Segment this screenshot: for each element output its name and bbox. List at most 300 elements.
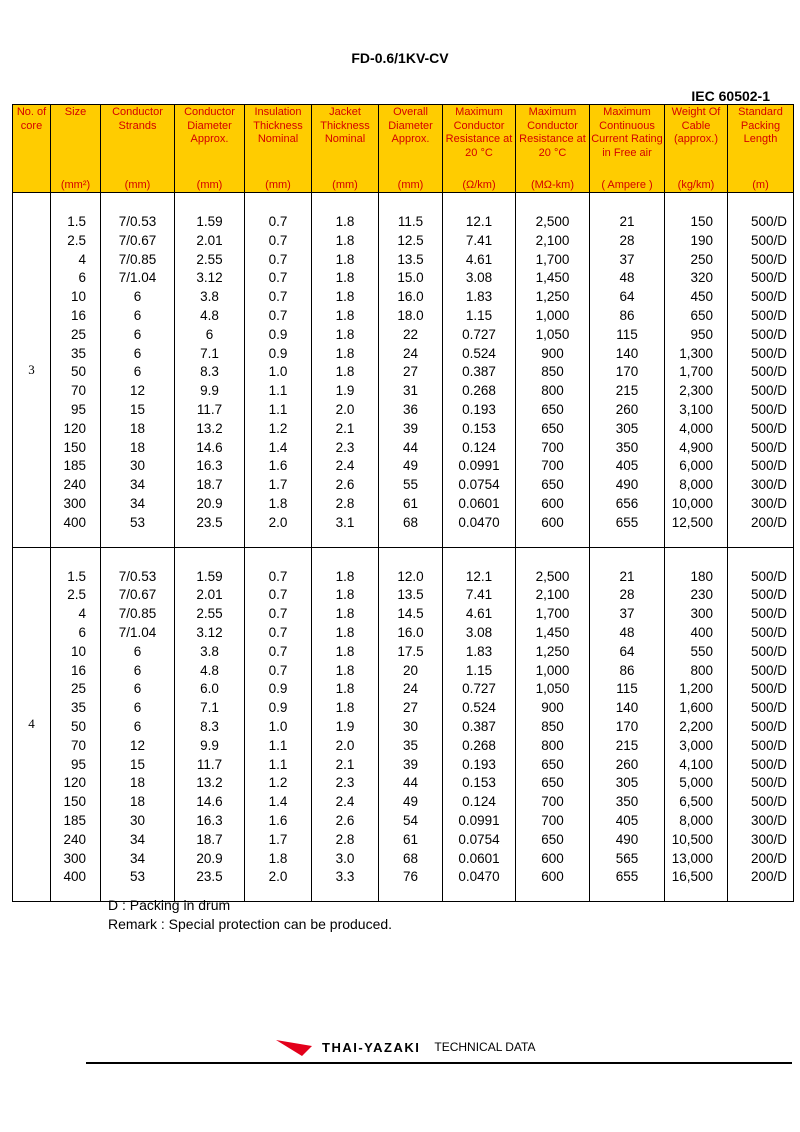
insulation-resistance-column bbox=[516, 193, 590, 548]
conductor-diameter-value: 13.2 bbox=[196, 775, 223, 791]
current-value: 260 bbox=[615, 756, 639, 772]
insulation-value: 0.9 bbox=[268, 681, 288, 697]
insulation-value: 0.7 bbox=[268, 587, 288, 603]
insulation-value: 1.1 bbox=[268, 401, 288, 417]
insulation-value: 1.6 bbox=[268, 458, 288, 474]
overall-diameter-value: 61 bbox=[402, 831, 419, 847]
conductor-diameter-value: 13.2 bbox=[196, 420, 223, 436]
insulation-resistance-column bbox=[516, 547, 590, 902]
insulation-resistance-value: 850 bbox=[541, 364, 564, 380]
resistance-value: 0.153 bbox=[462, 775, 496, 791]
core-group bbox=[13, 193, 794, 548]
strands-value: 6 bbox=[133, 700, 142, 716]
strands-value: 7/0.85 bbox=[118, 251, 157, 267]
jacket-value: 1.8 bbox=[335, 232, 355, 248]
insulation-resistance-value: 1,700 bbox=[535, 606, 570, 622]
overall-diameter-value: 13.5 bbox=[397, 251, 424, 267]
size-value: 50 bbox=[70, 718, 86, 734]
strands-value: 12 bbox=[129, 383, 146, 399]
weight-value: 4,100 bbox=[679, 756, 713, 772]
resistance-value: 0.0991 bbox=[458, 458, 500, 474]
conductor-diameter-value: 23.5 bbox=[196, 514, 223, 530]
strands-value: 6 bbox=[133, 681, 142, 697]
jacket-value: 1.8 bbox=[335, 251, 355, 267]
resistance-column bbox=[443, 193, 516, 548]
packing-note: D : Packing in drum bbox=[108, 897, 231, 913]
jacket-value: 1.8 bbox=[335, 624, 355, 640]
resistance-value: 3.08 bbox=[465, 624, 493, 640]
current-column bbox=[590, 547, 665, 902]
packing-value: 500/D bbox=[750, 307, 787, 323]
insulation-resistance-value: 1,700 bbox=[535, 251, 570, 267]
conductor-diameter-column bbox=[175, 547, 245, 902]
packing-value: 500/D bbox=[750, 756, 787, 772]
col-header-conductor-diameter: Conductor Diameter Approx. bbox=[175, 105, 245, 179]
size-value: 400 bbox=[63, 869, 86, 885]
insulation-value: 1.2 bbox=[268, 420, 288, 436]
insulation-resistance-value: 1,000 bbox=[535, 307, 570, 323]
current-value: 140 bbox=[615, 700, 639, 716]
weight-value: 13,000 bbox=[671, 850, 713, 866]
current-value: 115 bbox=[616, 326, 638, 342]
insulation-value: 1.2 bbox=[268, 775, 288, 791]
insulation-resistance-value: 800 bbox=[541, 383, 564, 399]
insulation-resistance-value: 1,050 bbox=[535, 326, 570, 342]
size-value: 95 bbox=[70, 756, 86, 772]
weight-column bbox=[665, 193, 728, 548]
conductor-diameter-value: 6 bbox=[205, 326, 214, 342]
overall-diameter-value: 22 bbox=[402, 326, 419, 342]
unit-row bbox=[13, 178, 794, 193]
core-count: 3 bbox=[13, 193, 51, 548]
insulation-resistance-value: 1,250 bbox=[535, 643, 570, 659]
core-count: 4 bbox=[13, 547, 51, 902]
col-header-insulation-resistance: Maximum Conductor Resistance at 20 °C bbox=[516, 105, 590, 179]
weight-column bbox=[665, 547, 728, 902]
standard-label: IEC 60502-1 bbox=[691, 88, 770, 104]
overall-diameter-value: 11.5 bbox=[397, 214, 424, 229]
insulation-resistance-value: 700 bbox=[541, 794, 564, 810]
overall-diameter-value: 54 bbox=[402, 812, 419, 828]
weight-value: 230 bbox=[690, 587, 713, 603]
weight-value: 1,700 bbox=[679, 364, 713, 380]
overall-diameter-value: 44 bbox=[402, 775, 419, 791]
strands-value: 7/1.04 bbox=[118, 624, 157, 640]
overall-diameter-value: 49 bbox=[402, 458, 419, 474]
current-value: 86 bbox=[619, 662, 635, 678]
overall-diameter-value: 44 bbox=[402, 439, 419, 455]
resistance-value: 12.1 bbox=[465, 214, 493, 229]
current-value: 405 bbox=[615, 458, 639, 474]
conductor-diameter-value: 14.6 bbox=[196, 439, 223, 455]
strands-value: 6 bbox=[133, 345, 142, 361]
jacket-value: 2.0 bbox=[335, 401, 355, 417]
overall-diameter-value: 13.5 bbox=[397, 587, 424, 603]
strands-value: 7/0.53 bbox=[118, 568, 157, 584]
conductor-diameter-value: 3.8 bbox=[200, 289, 219, 305]
overall-diameter-value: 27 bbox=[402, 364, 419, 380]
insulation-value: 0.7 bbox=[268, 307, 288, 323]
brand-logo-icon bbox=[276, 1038, 312, 1056]
resistance-value: 0.193 bbox=[462, 401, 496, 417]
packing-value: 500/D bbox=[750, 700, 787, 716]
weight-value: 4,900 bbox=[679, 439, 713, 455]
strands-value: 53 bbox=[129, 869, 146, 885]
conductor-diameter-value: 3.12 bbox=[196, 270, 223, 286]
jacket-value: 1.8 bbox=[335, 700, 355, 716]
current-value: 656 bbox=[615, 495, 639, 511]
weight-value: 950 bbox=[690, 326, 713, 342]
col-header-jacket: Jacket Thickness Nominal bbox=[312, 105, 379, 179]
size-value: 10 bbox=[70, 289, 86, 305]
weight-value: 16,500 bbox=[671, 869, 713, 885]
packing-value: 500/D bbox=[750, 401, 787, 417]
conductor-diameter-value: 11.7 bbox=[196, 756, 223, 772]
conductor-diameter-value: 8.3 bbox=[200, 364, 219, 380]
insulation-value: 1.6 bbox=[268, 812, 288, 828]
packing-value: 200/D bbox=[750, 869, 787, 885]
packing-value: 500/D bbox=[750, 251, 787, 267]
jacket-value: 2.8 bbox=[335, 495, 355, 511]
packing-value: 500/D bbox=[750, 383, 787, 399]
size-value: 25 bbox=[70, 681, 86, 697]
resistance-value: 0.0601 bbox=[458, 850, 500, 866]
current-value: 405 bbox=[615, 812, 639, 828]
resistance-value: 0.268 bbox=[462, 737, 496, 753]
size-value: 1.5 bbox=[67, 214, 86, 229]
packing-value: 300/D bbox=[750, 831, 787, 847]
current-value: 48 bbox=[619, 270, 635, 286]
size-value: 300 bbox=[63, 850, 86, 866]
packing-value: 500/D bbox=[750, 718, 787, 734]
size-value: 16 bbox=[70, 307, 86, 323]
notes bbox=[108, 896, 392, 934]
resistance-value: 0.0991 bbox=[458, 812, 500, 828]
current-value: 655 bbox=[615, 869, 639, 885]
col-header-cores: No. of core bbox=[13, 105, 51, 179]
current-value: 350 bbox=[615, 439, 639, 455]
unit-weight: (kg/km) bbox=[665, 178, 728, 193]
conductor-diameter-value: 11.7 bbox=[196, 401, 223, 417]
jacket-value: 1.8 bbox=[335, 289, 355, 305]
conductor-diameter-value: 4.8 bbox=[200, 662, 219, 678]
size-value: 400 bbox=[63, 514, 86, 530]
jacket-value: 2.1 bbox=[335, 756, 355, 772]
insulation-value: 1.8 bbox=[268, 495, 288, 511]
insulation-resistance-value: 650 bbox=[541, 420, 564, 436]
insulation-resistance-value: 1,450 bbox=[535, 624, 570, 640]
overall-diameter-value: 14.5 bbox=[397, 606, 424, 622]
packing-value: 500/D bbox=[750, 568, 787, 584]
weight-value: 650 bbox=[690, 307, 713, 323]
resistance-value: 0.193 bbox=[462, 756, 496, 772]
resistance-value: 0.387 bbox=[462, 364, 496, 380]
insulation-resistance-value: 700 bbox=[541, 439, 564, 455]
overall-diameter-value: 76 bbox=[402, 869, 419, 885]
conductor-diameter-value: 2.01 bbox=[196, 587, 223, 603]
resistance-value: 12.1 bbox=[465, 568, 493, 584]
strands-value: 53 bbox=[129, 514, 146, 530]
remark-note: Remark : Special protection can be produced. bbox=[108, 916, 393, 932]
current-value: 305 bbox=[615, 420, 639, 436]
core-group bbox=[13, 547, 794, 902]
unit-conductor-diameter: (mm) bbox=[175, 178, 245, 193]
strands-value: 7/0.67 bbox=[118, 232, 157, 248]
weight-value: 800 bbox=[690, 662, 713, 678]
size-value: 2.5 bbox=[67, 232, 86, 248]
resistance-value: 0.387 bbox=[462, 718, 496, 734]
insulation-value: 1.1 bbox=[268, 737, 288, 753]
current-value: 86 bbox=[619, 307, 635, 323]
weight-value: 12,500 bbox=[671, 514, 713, 530]
size-value: 16 bbox=[70, 662, 86, 678]
weight-value: 320 bbox=[690, 270, 713, 286]
spec-table bbox=[12, 104, 794, 902]
strands-value: 7/1.04 bbox=[118, 270, 157, 286]
current-value: 115 bbox=[616, 681, 638, 697]
insulation-resistance-value: 1,050 bbox=[535, 681, 570, 697]
jacket-value: 2.1 bbox=[335, 420, 355, 436]
insulation-value: 1.4 bbox=[268, 794, 288, 810]
current-value: 215 bbox=[615, 737, 639, 753]
jacket-value: 1.8 bbox=[335, 587, 355, 603]
packing-value: 500/D bbox=[750, 364, 787, 380]
overall-diameter-value: 61 bbox=[402, 495, 419, 511]
current-column bbox=[590, 193, 665, 548]
packing-value: 500/D bbox=[750, 624, 787, 640]
resistance-value: 0.0754 bbox=[458, 477, 500, 493]
packing-value: 500/D bbox=[750, 458, 787, 474]
insulation-value: 0.7 bbox=[268, 289, 288, 305]
insulation-resistance-value: 900 bbox=[541, 345, 564, 361]
packing-value: 500/D bbox=[750, 214, 787, 229]
jacket-value: 3.0 bbox=[335, 850, 355, 866]
weight-value: 300 bbox=[690, 606, 713, 622]
packing-value: 500/D bbox=[750, 270, 787, 286]
conductor-diameter-value: 3.12 bbox=[196, 624, 223, 640]
weight-value: 3,100 bbox=[679, 401, 713, 417]
packing-column bbox=[728, 547, 794, 902]
packing-value: 300/D bbox=[750, 477, 787, 493]
unit-cores bbox=[13, 178, 51, 193]
weight-value: 4,000 bbox=[679, 420, 713, 436]
conductor-diameter-value: 8.3 bbox=[200, 718, 219, 734]
size-value: 4 bbox=[78, 606, 86, 622]
conductor-diameter-value: 7.1 bbox=[200, 345, 219, 361]
size-value: 70 bbox=[70, 737, 86, 753]
overall-diameter-value: 68 bbox=[402, 850, 419, 866]
col-header-weight: Weight Of Cable (approx.) bbox=[665, 105, 728, 179]
size-value: 50 bbox=[70, 364, 86, 380]
size-value: 35 bbox=[70, 700, 86, 716]
size-value: 1.5 bbox=[67, 568, 86, 584]
insulation-resistance-value: 700 bbox=[541, 458, 564, 474]
current-value: 28 bbox=[619, 232, 635, 248]
conductor-diameter-column bbox=[175, 193, 245, 548]
overall-diameter-value: 16.0 bbox=[397, 624, 424, 640]
col-header-current: Maximum Continuous Current Rating in Free air bbox=[590, 105, 665, 179]
size-value: 185 bbox=[63, 458, 86, 474]
resistance-value: 0.524 bbox=[462, 345, 496, 361]
weight-value: 1,200 bbox=[679, 681, 713, 697]
jacket-value: 1.8 bbox=[335, 307, 355, 323]
jacket-value: 2.4 bbox=[335, 794, 355, 810]
jacket-value: 1.8 bbox=[335, 606, 355, 622]
unit-insulation-resistance: (MΩ-km) bbox=[516, 178, 590, 193]
resistance-value: 0.727 bbox=[462, 326, 496, 342]
conductor-diameter-value: 18.7 bbox=[196, 477, 223, 493]
current-value: 64 bbox=[619, 289, 635, 305]
packing-value: 500/D bbox=[750, 662, 787, 678]
insulation-value: 0.9 bbox=[268, 345, 288, 361]
strands-value: 6 bbox=[133, 718, 142, 734]
strands-value: 34 bbox=[129, 477, 146, 493]
insulation-resistance-value: 2,100 bbox=[535, 587, 570, 603]
insulation-value: 0.7 bbox=[268, 214, 288, 229]
conductor-diameter-value: 9.9 bbox=[200, 383, 219, 399]
overall-diameter-value: 12.5 bbox=[397, 232, 424, 248]
packing-value: 500/D bbox=[750, 775, 787, 791]
overall-diameter-value: 55 bbox=[402, 477, 419, 493]
jacket-value: 2.3 bbox=[335, 439, 355, 455]
insulation-resistance-value: 650 bbox=[541, 477, 564, 493]
strands-value: 34 bbox=[129, 831, 146, 847]
size-value: 10 bbox=[70, 643, 86, 659]
weight-value: 6,000 bbox=[679, 458, 713, 474]
insulation-resistance-value: 650 bbox=[541, 401, 564, 417]
jacket-value: 1.8 bbox=[335, 662, 355, 678]
insulation-resistance-value: 800 bbox=[541, 737, 564, 753]
size-value: 150 bbox=[63, 439, 86, 455]
weight-value: 2,200 bbox=[679, 718, 713, 734]
jacket-value: 1.8 bbox=[335, 681, 355, 697]
insulation-resistance-value: 700 bbox=[541, 812, 564, 828]
size-value: 4 bbox=[78, 251, 86, 267]
resistance-column bbox=[443, 547, 516, 902]
col-header-packing: Standard Packing Length bbox=[728, 105, 794, 179]
overall-diameter-value: 18.0 bbox=[397, 307, 424, 323]
weight-value: 8,000 bbox=[679, 812, 713, 828]
strands-value: 18 bbox=[129, 775, 146, 791]
insulation-column bbox=[245, 547, 312, 902]
resistance-value: 7.41 bbox=[465, 587, 493, 603]
current-value: 655 bbox=[615, 514, 639, 530]
jacket-value: 1.8 bbox=[335, 568, 355, 584]
insulation-value: 0.7 bbox=[268, 568, 288, 584]
strands-value: 30 bbox=[129, 812, 146, 828]
current-value: 21 bbox=[619, 568, 635, 584]
insulation-resistance-value: 850 bbox=[541, 718, 564, 734]
conductor-diameter-value: 20.9 bbox=[196, 495, 223, 511]
current-value: 170 bbox=[615, 364, 639, 380]
strands-value: 18 bbox=[129, 420, 146, 436]
insulation-value: 1.7 bbox=[268, 831, 288, 847]
overall-diameter-value: 39 bbox=[402, 420, 419, 436]
current-value: 64 bbox=[619, 643, 635, 659]
overall-diameter-value: 68 bbox=[402, 514, 419, 530]
size-column bbox=[51, 547, 101, 902]
jacket-value: 1.8 bbox=[335, 214, 355, 229]
insulation-resistance-value: 2,500 bbox=[535, 568, 570, 584]
insulation-resistance-value: 600 bbox=[541, 514, 564, 530]
size-value: 240 bbox=[63, 831, 86, 847]
weight-value: 250 bbox=[690, 251, 713, 267]
conductor-diameter-value: 3.8 bbox=[200, 643, 219, 659]
conductor-diameter-value: 7.1 bbox=[200, 700, 219, 716]
jacket-value: 2.4 bbox=[335, 458, 355, 474]
packing-value: 500/D bbox=[750, 439, 787, 455]
resistance-value: 4.61 bbox=[465, 251, 493, 267]
strands-value: 15 bbox=[129, 756, 146, 772]
overall-diameter-value: 31 bbox=[402, 383, 419, 399]
strands-value: 6 bbox=[133, 307, 142, 323]
overall-diameter-column bbox=[379, 547, 443, 902]
size-column bbox=[51, 193, 101, 548]
overall-diameter-value: 35 bbox=[402, 737, 419, 753]
weight-value: 1,600 bbox=[679, 700, 713, 716]
current-value: 140 bbox=[615, 345, 639, 361]
packing-value: 500/D bbox=[750, 606, 787, 622]
conductor-diameter-value: 16.3 bbox=[196, 812, 223, 828]
resistance-value: 0.124 bbox=[462, 439, 496, 455]
weight-value: 5,000 bbox=[679, 775, 713, 791]
strands-value: 6 bbox=[133, 643, 142, 659]
packing-value: 500/D bbox=[750, 345, 787, 361]
insulation-value: 2.0 bbox=[268, 869, 288, 885]
overall-diameter-value: 16.0 bbox=[397, 289, 424, 305]
overall-diameter-value: 27 bbox=[402, 700, 419, 716]
header-row bbox=[13, 105, 794, 179]
packing-value: 300/D bbox=[750, 812, 787, 828]
current-value: 215 bbox=[615, 383, 639, 399]
overall-diameter-value: 36 bbox=[402, 401, 419, 417]
packing-value: 500/D bbox=[750, 232, 787, 248]
packing-value: 500/D bbox=[750, 587, 787, 603]
insulation-value: 1.0 bbox=[268, 364, 288, 380]
overall-diameter-column bbox=[379, 193, 443, 548]
resistance-value: 0.268 bbox=[462, 383, 496, 399]
jacket-column bbox=[312, 193, 379, 548]
resistance-value: 1.15 bbox=[465, 662, 493, 678]
jacket-value: 1.9 bbox=[335, 718, 355, 734]
conductor-diameter-value: 14.6 bbox=[196, 794, 223, 810]
resistance-value: 0.727 bbox=[462, 681, 496, 697]
size-value: 2.5 bbox=[67, 587, 86, 603]
conductor-diameter-value: 20.9 bbox=[196, 850, 223, 866]
insulation-value: 1.4 bbox=[268, 439, 288, 455]
packing-column bbox=[728, 193, 794, 548]
resistance-value: 1.83 bbox=[465, 289, 493, 305]
document-title: FD-0.6/1KV-CV bbox=[351, 50, 449, 66]
unit-overall-diameter: (mm) bbox=[379, 178, 443, 193]
weight-value: 1,300 bbox=[679, 345, 713, 361]
weight-value: 6,500 bbox=[679, 794, 713, 810]
resistance-value: 1.15 bbox=[465, 307, 493, 323]
jacket-value: 1.8 bbox=[335, 643, 355, 659]
overall-diameter-value: 24 bbox=[402, 681, 419, 697]
resistance-value: 0.0754 bbox=[458, 831, 500, 847]
strands-value: 7/0.67 bbox=[118, 587, 157, 603]
resistance-value: 4.61 bbox=[465, 606, 493, 622]
packing-value: 500/D bbox=[750, 643, 787, 659]
strands-value: 12 bbox=[129, 737, 146, 753]
insulation-resistance-value: 1,250 bbox=[535, 289, 570, 305]
size-value: 35 bbox=[70, 345, 86, 361]
col-header-overall-diameter: Overall Diameter Approx. bbox=[379, 105, 443, 179]
col-header-size: Size bbox=[51, 105, 101, 179]
packing-value: 500/D bbox=[750, 794, 787, 810]
weight-value: 150 bbox=[690, 214, 713, 229]
